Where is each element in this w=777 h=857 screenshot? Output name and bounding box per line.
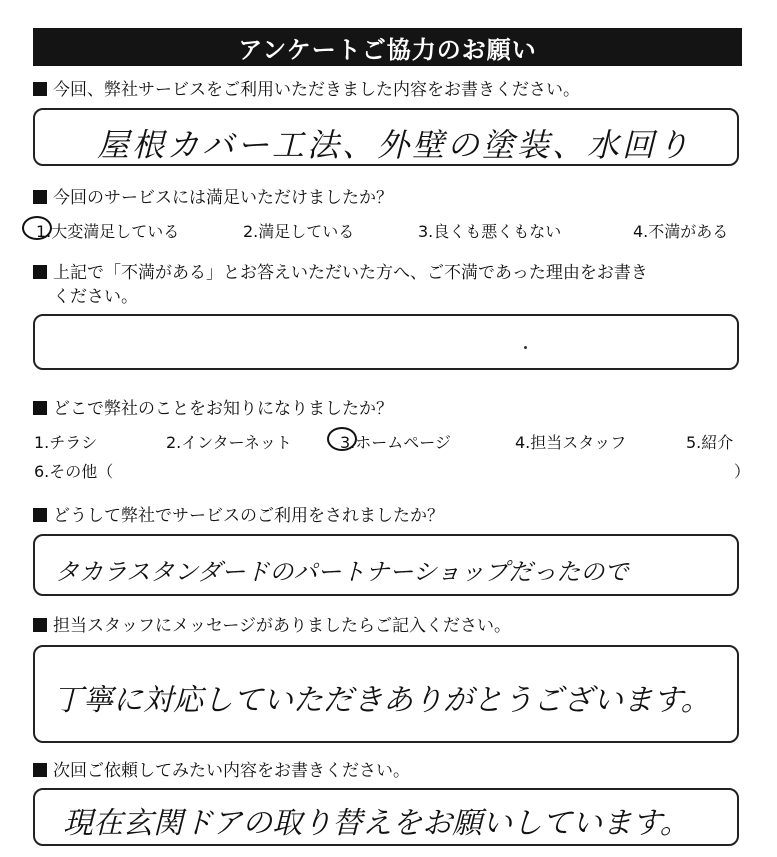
- square-bullet-icon: [33, 508, 47, 522]
- question-2-label: 今回のサービスには満足いただけましたか？: [53, 188, 393, 208]
- question-4: [33, 398, 393, 420]
- q4-option-6[interactable]: 6.その他（: [34, 462, 114, 481]
- q2-option-2[interactable]: 2.満足している: [243, 222, 355, 241]
- answer-5-text: タカラスタンダードのパートナーショップだったので: [55, 558, 629, 586]
- square-bullet-icon: [33, 401, 47, 415]
- stray-mark: [524, 346, 527, 349]
- question-3-label-line1: 上記で「不満がある」とお答えいただいた方へ、ご不満であった理由をお書き: [53, 263, 648, 283]
- question-7-label: 次回ご依頼してみたい内容をお書きください。: [53, 761, 410, 781]
- q4-option-5[interactable]: 5.紹介: [686, 433, 734, 452]
- question-5-label: どうして弊社でサービスのご利用をされましたか？: [53, 506, 444, 526]
- answer-box-3[interactable]: [33, 314, 739, 370]
- answer-6-text: 丁寧に対応していただきありがとうございます。: [53, 683, 711, 718]
- square-bullet-icon: [33, 763, 47, 777]
- answer-box-7[interactable]: [33, 788, 739, 846]
- question-1-label: 今回、弊社サービスをご利用いただきました内容をお書きください。: [53, 80, 580, 100]
- question-7: [33, 760, 410, 782]
- q2-option-4[interactable]: 4.不満がある: [633, 222, 729, 241]
- answer-box-5[interactable]: [33, 534, 739, 596]
- square-bullet-icon: [33, 82, 47, 96]
- survey-title: [33, 28, 742, 66]
- question-1: [33, 79, 580, 101]
- question-5: [33, 505, 444, 527]
- q4-option-4[interactable]: 4.担当スタッフ: [515, 433, 627, 452]
- q2-option-1[interactable]: 1.大変満足している: [36, 222, 180, 241]
- answer-box-1[interactable]: [33, 108, 739, 166]
- square-bullet-icon: [33, 618, 47, 632]
- question-3: [33, 262, 648, 284]
- q4-option-3[interactable]: 3.ホームページ: [340, 433, 451, 452]
- question-3-label-line2: ください。: [53, 287, 138, 307]
- q4-option-6-close: ）: [734, 462, 751, 481]
- question-6-label: 担当スタッフにメッセージがありましたらご記入ください。: [53, 616, 511, 636]
- answer-7-text: 現在玄関ドアの取り替えをお願いしています。: [63, 806, 690, 841]
- answer-1-text: 屋根カバー工法、外壁の塗装、水回り: [97, 126, 693, 164]
- answer-box-6[interactable]: [33, 645, 739, 743]
- question-3-line2: [53, 286, 138, 308]
- survey-title-text: アンケートご協力のお願い: [238, 35, 537, 64]
- square-bullet-icon: [33, 265, 47, 279]
- question-2: [33, 187, 393, 209]
- q4-option-2[interactable]: 2.インターネット: [166, 433, 292, 452]
- square-bullet-icon: [33, 190, 47, 204]
- question-6: [33, 615, 511, 637]
- q2-option-3[interactable]: 3.良くも悪くもない: [418, 222, 562, 241]
- q4-option-1[interactable]: 1.チラシ: [34, 433, 98, 452]
- question-4-label: どこで弊社のことをお知りになりましたか？: [53, 399, 393, 419]
